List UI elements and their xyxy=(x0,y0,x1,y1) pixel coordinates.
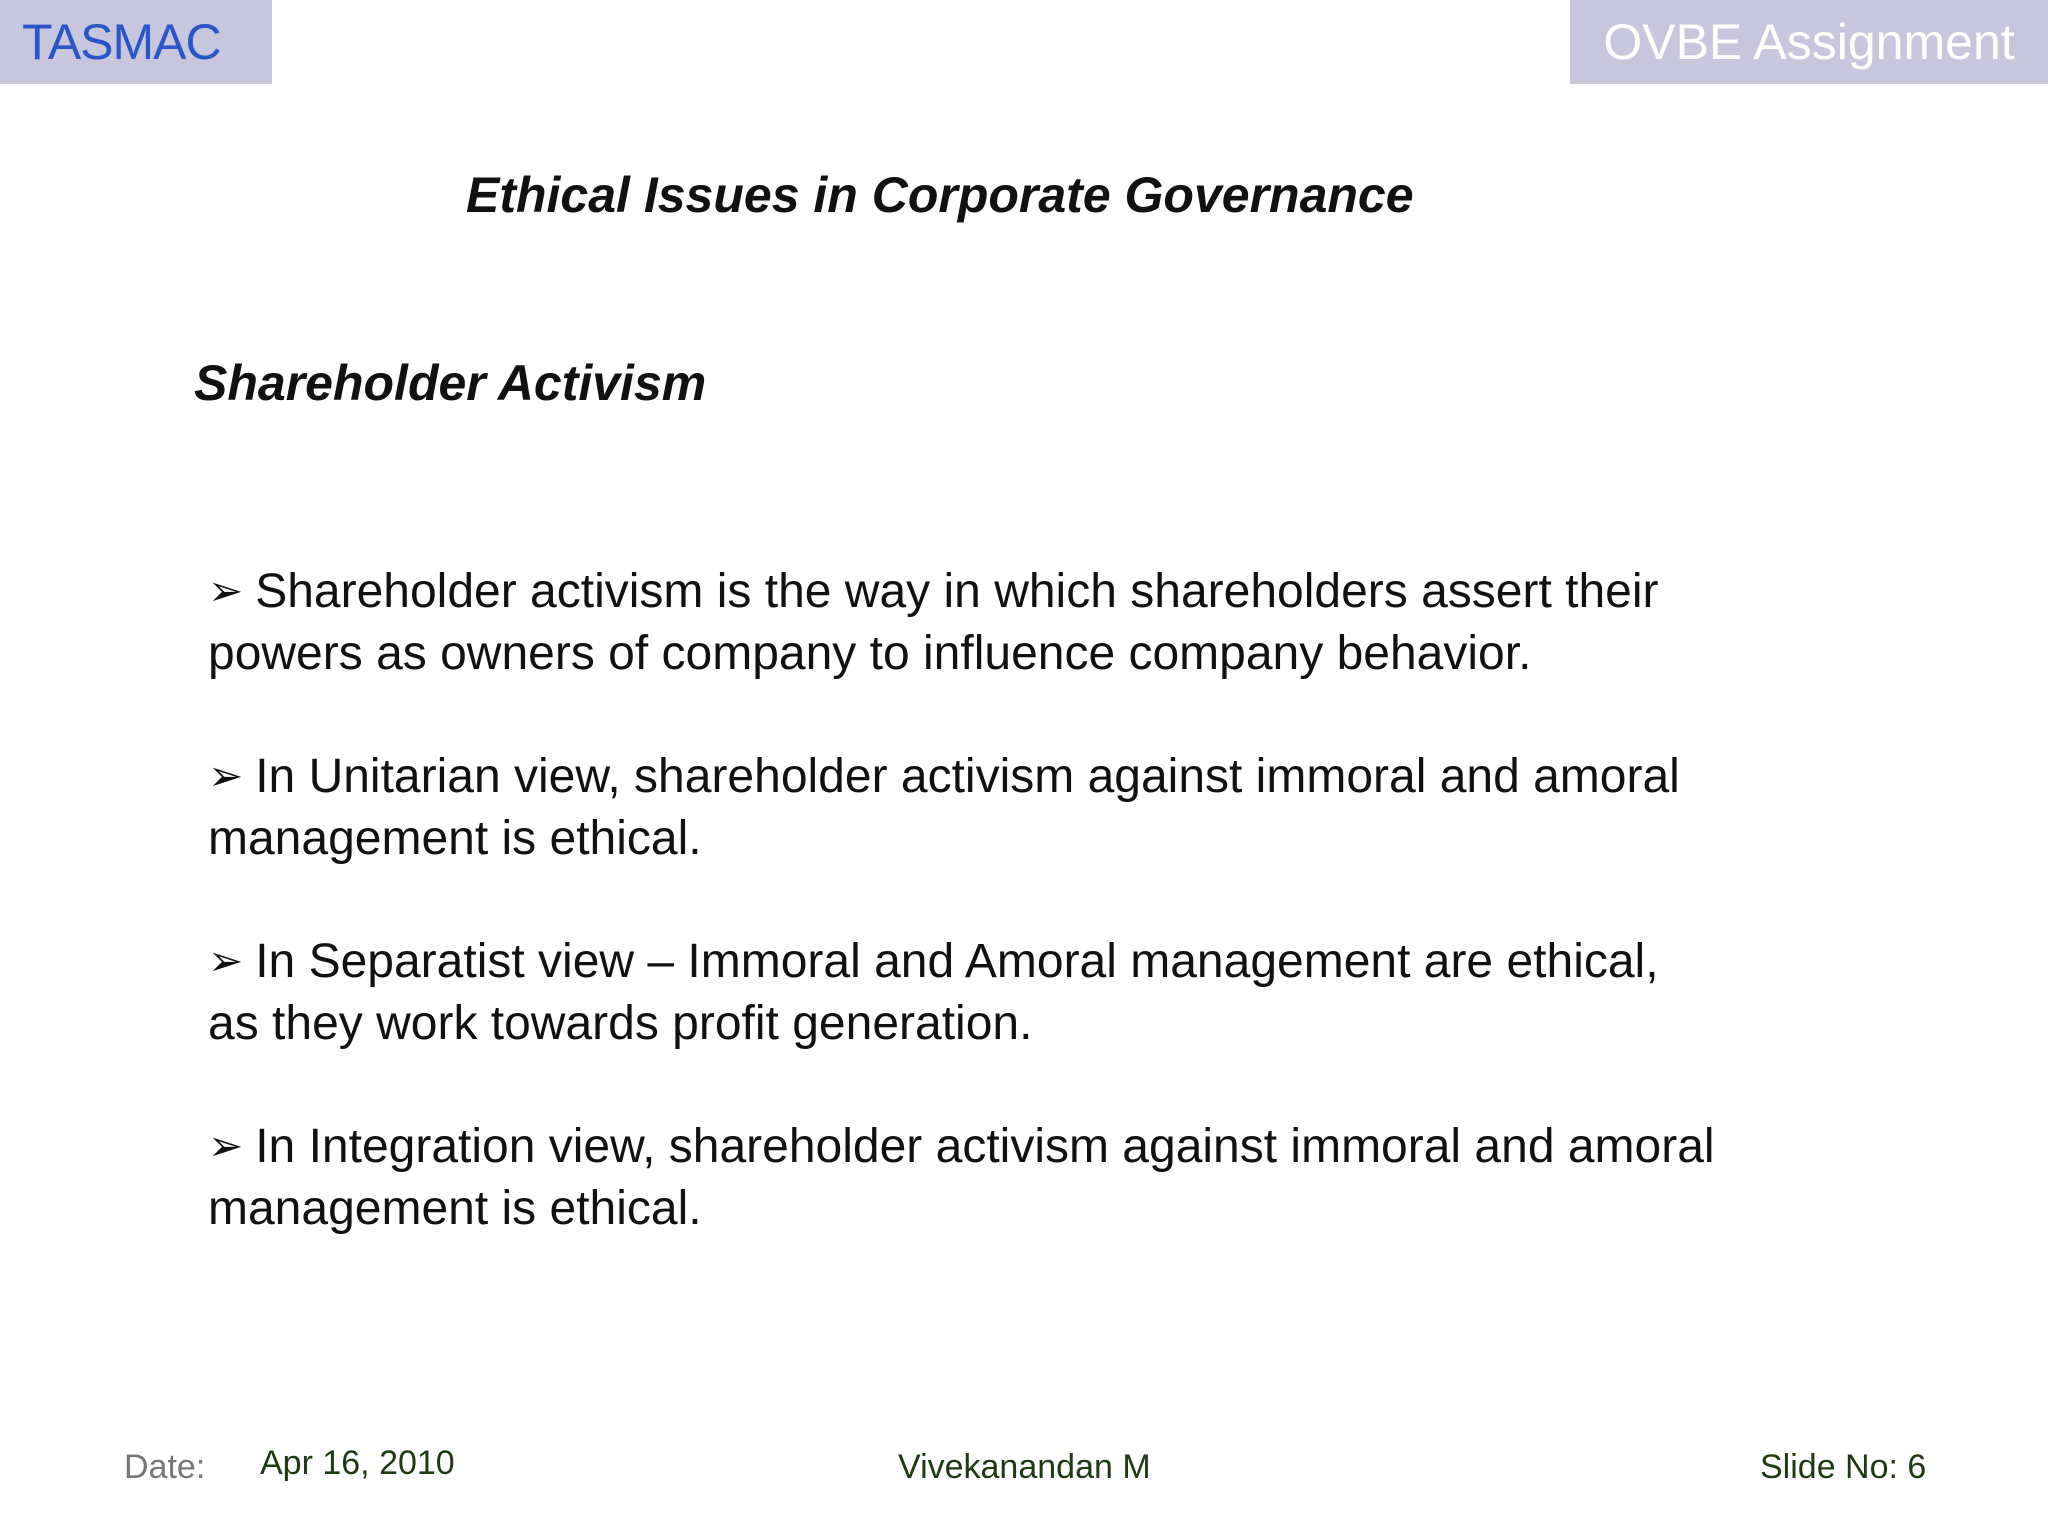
bullet-text: Shareholder activism is the way in which shareholders assert their xyxy=(255,565,1659,618)
bullet-item xyxy=(208,560,1848,685)
bullet-line-1 xyxy=(208,745,1848,808)
bullet-list xyxy=(208,560,1848,1300)
footer-date-value: Apr 16, 2010 xyxy=(260,1444,455,1482)
footer-date-label: Date: xyxy=(124,1448,206,1486)
header-right-label: OVBE Assignment xyxy=(1603,14,2015,70)
bullet-line-1 xyxy=(208,1115,1848,1178)
bullet-line-2: as they work towards profit generation. xyxy=(208,997,1033,1050)
bullet-line-1 xyxy=(208,560,1848,623)
arrowhead-bullet-icon: ➢ xyxy=(208,752,244,799)
slide-subtitle: Shareholder Activism xyxy=(194,355,707,411)
bullet-line-2: management is ethical. xyxy=(208,812,702,865)
header-right-tab xyxy=(1570,0,2048,84)
header-left-tab xyxy=(0,0,272,84)
bullet-line-2: powers as owners of company to influence company behavior. xyxy=(208,627,1532,680)
bullet-text: In Separatist view – Immoral and Amoral management are ethical, xyxy=(255,935,1659,988)
bullet-item xyxy=(208,930,1848,1055)
bullet-text: In Unitarian view, shareholder activism against immoral and amoral xyxy=(255,750,1680,803)
bullet-line-2: management is ethical. xyxy=(208,1182,702,1235)
bullet-item xyxy=(208,1115,1848,1240)
bullet-text: In Integration view, shareholder activism against immoral and amoral xyxy=(255,1120,1715,1173)
footer-slide-number: Slide No: 6 xyxy=(1760,1448,1927,1486)
arrowhead-bullet-icon: ➢ xyxy=(208,1122,244,1169)
bullet-item xyxy=(208,745,1848,870)
footer-author: Vivekanandan M xyxy=(898,1448,1151,1486)
arrowhead-bullet-icon: ➢ xyxy=(208,937,244,984)
header-left-label: TASMAC xyxy=(22,14,221,70)
bullet-line-1 xyxy=(208,930,1848,993)
arrowhead-bullet-icon: ➢ xyxy=(208,567,244,614)
slide-title: Ethical Issues in Corporate Governance xyxy=(466,167,1414,223)
